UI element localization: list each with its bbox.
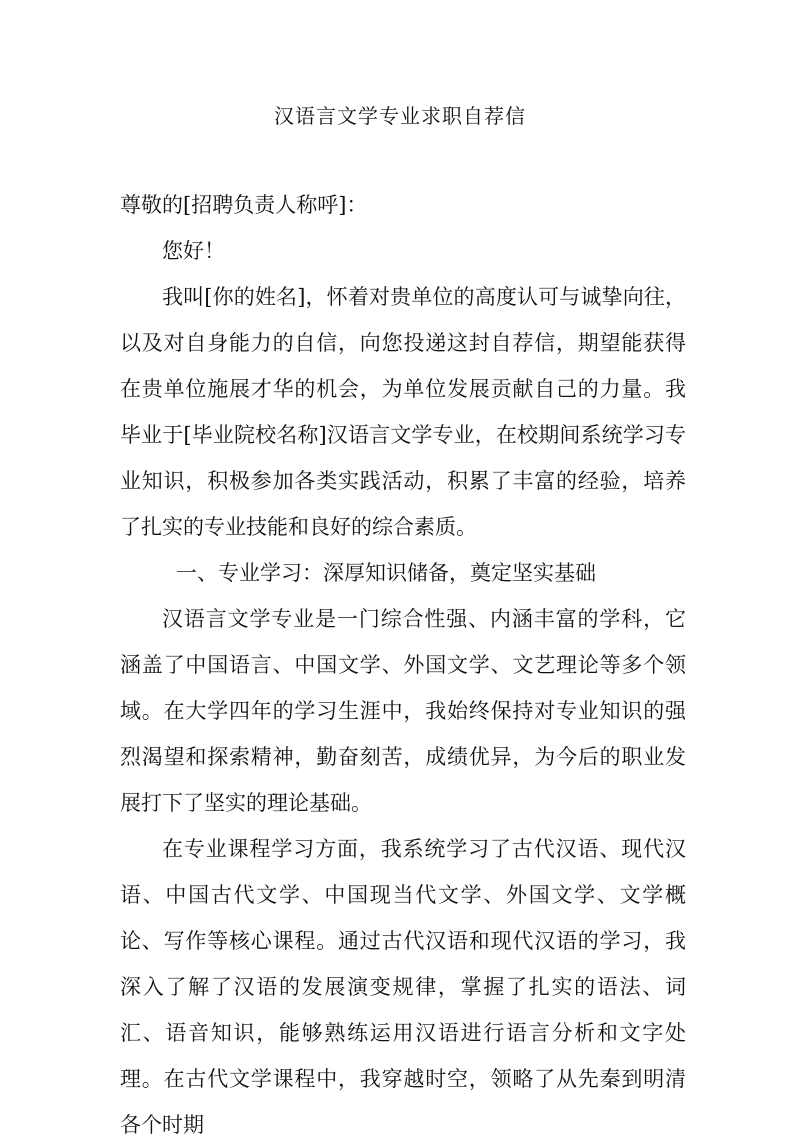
- section-heading: 一、专业学习：深厚知识储备，奠定坚实基础: [176, 561, 596, 585]
- salutation: 尊敬的[招聘负责人称呼]：: [120, 193, 368, 217]
- document-title: 汉语言文学专业求职自荐信: [274, 104, 526, 128]
- section-paragraph: 在专业课程学习方面，我系统学习了古代汉语、现代汉语、中国古代文学、中国现当代文学、外国文学、文学概论、写作等核心课程。通过古代汉语和现代汉语的学习，我深入了解了汉语的发展演变规律，掌握了扎实的语法、词汇、语音知识，能够熟练运用汉语进行语言分析和文字处理。在古代文学课程中，我穿越时空，领略了从先秦到明清各个时期: [120, 837, 686, 1137]
- letter-body: [120, 182, 686, 1148]
- section-paragraph: 汉语言文学专业是一门综合性强、内涵丰富的学科，它涵盖了中国语言、中国文学、外国文学、文艺理论等多个领域。在大学四年的学习生涯中，我始终保持对专业知识的强烈渴望和探索精神，勤奋刻苦，成绩优异，为今后的职业发展打下了坚实的理论基础。: [120, 607, 686, 815]
- greeting: 您好！: [162, 239, 225, 263]
- intro-paragraph: 我叫[你的姓名]，怀着对贵单位的高度认可与诚挚向往，以及对自身能力的自信，向您投递这封自荐信，期望能获得在贵单位施展才华的机会，为单位发展贡献自己的力量。我毕业于[毕业院校名称]汉语言文学专业，在校期间系统学习专业知识，积极参加各类实践活动，积累了丰富的经验，培养了扎实的专业技能和良好的综合素质。: [120, 285, 686, 539]
